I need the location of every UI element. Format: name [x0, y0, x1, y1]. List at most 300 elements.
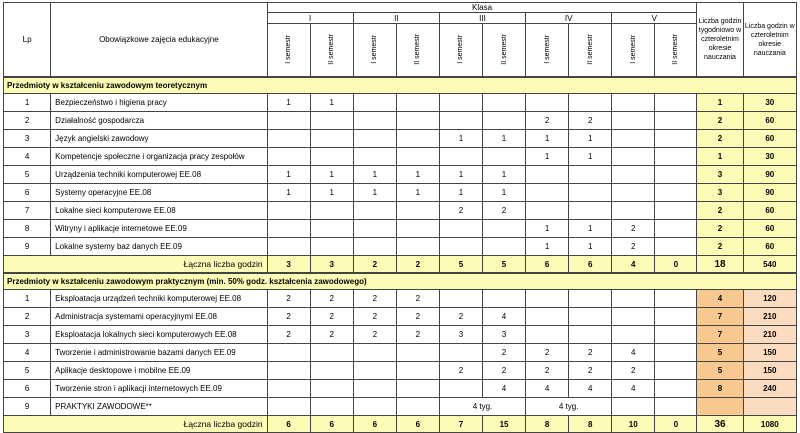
weekly-hours: 2 — [697, 112, 743, 130]
semester-hours: 2 — [396, 326, 439, 344]
weekly-hours: 8 — [697, 380, 743, 398]
semester-hours: 4 — [569, 380, 612, 398]
semester-total: 10 — [612, 416, 655, 433]
semester-header — [569, 24, 612, 78]
weekly-hours — [697, 398, 743, 416]
semester-header — [526, 24, 569, 78]
semester-hours — [655, 308, 697, 326]
semester-hours — [655, 344, 697, 362]
semester-hours: 2 — [439, 362, 482, 380]
semester-hours — [310, 202, 353, 220]
semester-hours: 1 — [267, 166, 310, 184]
table-row — [4, 326, 797, 344]
semester-hours — [267, 344, 310, 362]
semester-hours — [526, 202, 569, 220]
semester-hours: 2 — [267, 326, 310, 344]
semester-hours — [396, 238, 439, 256]
semester-hours: 2 — [310, 290, 353, 308]
semester-hours — [439, 220, 482, 238]
semester-hours — [655, 290, 697, 308]
table-row — [4, 202, 797, 220]
semester-header — [396, 24, 439, 78]
total-label: Łączna liczba godzin — [4, 256, 268, 274]
semester-total: 8 — [569, 416, 612, 433]
semester-hours — [655, 184, 697, 202]
weekly-hours: 4 — [697, 290, 743, 308]
semester-hours — [612, 326, 655, 344]
semester-hours — [267, 130, 310, 148]
subject-name: Bezpieczeństwo i higiena pracy — [51, 94, 267, 112]
semester-hours — [655, 238, 697, 256]
total-hours — [743, 398, 796, 416]
semester-hours: 2 — [569, 362, 612, 380]
section-header-row — [4, 77, 797, 94]
semester-hours — [353, 362, 396, 380]
class-header: II — [353, 13, 439, 24]
semester-hours — [396, 202, 439, 220]
semester-hours: 2 — [482, 344, 525, 362]
semester-hours: 2 — [439, 202, 482, 220]
weekly-hours: 2 — [697, 220, 743, 238]
semester-hours — [396, 362, 439, 380]
total-hours: 150 — [743, 344, 796, 362]
semester-hours — [482, 112, 525, 130]
semester-hours — [396, 130, 439, 148]
subject-name: Systemy operacyjne EE.08 — [51, 184, 267, 202]
semester-hours: 2 — [267, 290, 310, 308]
semester-hours: 1 — [310, 184, 353, 202]
semester-total: 0 — [655, 256, 697, 274]
semester-hours — [482, 94, 525, 112]
semester-hours — [612, 398, 655, 416]
semester-hours — [655, 130, 697, 148]
total-hours: 60 — [743, 202, 796, 220]
class-header: III — [439, 13, 525, 24]
semester-hours — [569, 202, 612, 220]
semester-label: II semestr — [672, 33, 680, 65]
total-hours: 240 — [743, 380, 796, 398]
semester-label: II semestr — [586, 33, 594, 65]
semester-hours: 1 — [267, 94, 310, 112]
semester-total: 5 — [482, 256, 525, 274]
semester-hours — [655, 94, 697, 112]
semester-label: I semestr — [371, 34, 379, 64]
semester-total: 6 — [267, 416, 310, 433]
table-row — [4, 220, 797, 238]
row-number: 1 — [4, 290, 51, 308]
semester-hours — [526, 326, 569, 344]
semester-hours: 1 — [526, 220, 569, 238]
semester-hours — [612, 94, 655, 112]
semester-hours — [439, 344, 482, 362]
semester-hours — [353, 380, 396, 398]
semester-hours — [526, 184, 569, 202]
semester-hours — [310, 130, 353, 148]
semester-hours — [612, 166, 655, 184]
subject-name: Język angielski zawodowy — [51, 130, 267, 148]
semester-hours — [482, 220, 525, 238]
semester-hours: 2 — [569, 344, 612, 362]
semester-hours — [267, 380, 310, 398]
semester-hours: 2 — [353, 326, 396, 344]
semester-hours — [396, 220, 439, 238]
semester-header — [482, 24, 525, 78]
subject-name: Kompetencje społeczne i organizacja pracy zespołów — [51, 148, 267, 166]
total-hours: 150 — [743, 362, 796, 380]
semester-hours — [439, 238, 482, 256]
semester-hours — [353, 112, 396, 130]
semester-hours — [612, 112, 655, 130]
semester-header — [655, 24, 697, 78]
semester-hours: 2 — [612, 238, 655, 256]
row-number: 3 — [4, 326, 51, 344]
semester-hours: 1 — [353, 166, 396, 184]
semester-hours: 1 — [439, 166, 482, 184]
semester-hours — [353, 148, 396, 166]
total-hours: 120 — [743, 290, 796, 308]
grand-total: 1080 — [743, 416, 796, 433]
semester-hours: 4 — [612, 380, 655, 398]
class-header: IV — [526, 13, 612, 24]
semester-hours — [655, 398, 697, 416]
semester-hours — [526, 94, 569, 112]
semester-hours: 2 — [396, 290, 439, 308]
semester-total: 15 — [482, 416, 525, 433]
semester-hours — [655, 148, 697, 166]
table-row — [4, 130, 797, 148]
semester-hours — [310, 220, 353, 238]
semester-hours — [353, 94, 396, 112]
subject-name: Eksploatacja lokalnych sieci komputerowych EE.08 — [51, 326, 267, 344]
total-hours: 210 — [743, 308, 796, 326]
semester-hours — [612, 308, 655, 326]
semester-hours: 1 — [569, 130, 612, 148]
semester-hours — [655, 112, 697, 130]
section-title: Przedmioty w kształceniu zawodowym teoretycznym — [4, 77, 797, 94]
row-number: 2 — [4, 112, 51, 130]
total-hours: 60 — [743, 220, 796, 238]
semester-hours — [655, 202, 697, 220]
total-hours: 60 — [743, 130, 796, 148]
weekly-hours-header: Liczba godzin tygodniowo w czteroletnim okresie nauczania — [697, 3, 743, 78]
total-hours: 30 — [743, 148, 796, 166]
row-number: 3 — [4, 130, 51, 148]
semester-label: II semestr — [414, 33, 422, 65]
semester-hours — [267, 362, 310, 380]
semester-hours — [612, 130, 655, 148]
semester-hours: 2 — [439, 308, 482, 326]
semester-total: 3 — [267, 256, 310, 274]
total-hours: 90 — [743, 166, 796, 184]
class-header: I — [267, 13, 353, 24]
subject-name: Tworzenie stron i aplikacji internetowych EE.09 — [51, 380, 267, 398]
semester-hours — [310, 238, 353, 256]
semester-hours: 1 — [396, 184, 439, 202]
semester-hours: 2 — [396, 308, 439, 326]
subject-name: Lokalne sieci komputerowe EE.08 — [51, 202, 267, 220]
semester-hours — [655, 166, 697, 184]
semester-hours: 2 — [353, 308, 396, 326]
semester-hours — [353, 130, 396, 148]
semester-hours — [612, 184, 655, 202]
semester-hours — [267, 398, 310, 416]
semester-hours — [396, 398, 439, 416]
semester-hours: 1 — [482, 184, 525, 202]
semester-hours: 2 — [310, 326, 353, 344]
lp-header: Lp — [4, 3, 51, 78]
semester-total: 6 — [526, 256, 569, 274]
semester-hours: 1 — [482, 130, 525, 148]
semester-hours — [655, 380, 697, 398]
semester-hours — [267, 238, 310, 256]
semester-hours — [612, 148, 655, 166]
semester-hours — [655, 362, 697, 380]
weekly-total: 36 — [697, 416, 743, 433]
semester-label: II semestr — [328, 33, 336, 65]
semester-header — [267, 24, 310, 78]
table-row — [4, 94, 797, 112]
semester-hours: 2 — [569, 112, 612, 130]
semester-hours — [612, 290, 655, 308]
table-row — [4, 290, 797, 308]
subject-name: Witryny i aplikacje internetowe EE.09 — [51, 220, 267, 238]
klasa-header: Klasa — [267, 3, 697, 13]
row-number: 4 — [4, 344, 51, 362]
total-hours: 60 — [743, 112, 796, 130]
row-number: 5 — [4, 362, 51, 380]
semester-hours — [310, 398, 353, 416]
weekly-hours: 7 — [697, 308, 743, 326]
curriculum-table — [3, 2, 797, 433]
subject-name: Tworzenie i administrowanie bazami danych EE.09 — [51, 344, 267, 362]
total-hours: 90 — [743, 184, 796, 202]
semester-hours: 1 — [526, 238, 569, 256]
row-number: 8 — [4, 220, 51, 238]
semester-hours: 2 — [526, 112, 569, 130]
semester-hours — [353, 202, 396, 220]
semester-hours: 1 — [482, 166, 525, 184]
row-number: 9 — [4, 398, 51, 416]
row-number: 2 — [4, 308, 51, 326]
semester-hours: 4 — [526, 380, 569, 398]
semester-hours — [396, 148, 439, 166]
semester-total: 8 — [526, 416, 569, 433]
class-header: V — [612, 13, 697, 24]
weekly-hours: 5 — [697, 362, 743, 380]
semester-total: 2 — [396, 256, 439, 274]
semester-hours: 3 — [439, 326, 482, 344]
semester-hours — [569, 166, 612, 184]
semester-total: 2 — [353, 256, 396, 274]
section-header-row — [4, 273, 797, 290]
weekly-hours: 3 — [697, 184, 743, 202]
semester-hours: 1 — [310, 166, 353, 184]
semester-hours: 4 — [482, 308, 525, 326]
semester-hours: 2 — [526, 344, 569, 362]
semester-label: II semestr — [500, 33, 508, 65]
semester-hours: 4 — [612, 344, 655, 362]
table-row — [4, 362, 797, 380]
semester-hours — [569, 308, 612, 326]
total-label: Łączna liczba godzin — [4, 416, 268, 433]
semester-hours — [482, 148, 525, 166]
subject-name: Działalność gospodarcza — [51, 112, 267, 130]
semester-hours — [310, 380, 353, 398]
semester-hours — [569, 326, 612, 344]
weekly-hours: 5 — [697, 344, 743, 362]
semester-hours — [310, 362, 353, 380]
semester-hours: 2 — [482, 362, 525, 380]
semester-hours: 1 — [396, 166, 439, 184]
table-row — [4, 308, 797, 326]
semester-hours — [482, 290, 525, 308]
row-number: 1 — [4, 94, 51, 112]
semester-total: 6 — [569, 256, 612, 274]
semester-label: I semestr — [285, 34, 293, 64]
semester-hours — [439, 94, 482, 112]
semester-hours — [612, 202, 655, 220]
semester-total: 5 — [439, 256, 482, 274]
table-row — [4, 148, 797, 166]
total-hours-header: Liczba godzin w czteroletnim okresie nauczania — [743, 3, 796, 78]
semester-hours — [482, 238, 525, 256]
semester-hours: 2 — [526, 362, 569, 380]
table-row — [4, 344, 797, 362]
total-hours: 30 — [743, 94, 796, 112]
semester-hours: 1 — [310, 94, 353, 112]
semester-label: I semestr — [457, 34, 465, 64]
practice-weeks: 4 tyg. — [526, 398, 612, 416]
semester-hours — [353, 344, 396, 362]
weekly-hours: 7 — [697, 326, 743, 344]
table-row — [4, 112, 797, 130]
total-hours: 60 — [743, 238, 796, 256]
grand-total: 540 — [743, 256, 796, 274]
table-row — [4, 238, 797, 256]
semester-hours: 2 — [612, 362, 655, 380]
row-number: 9 — [4, 238, 51, 256]
semester-hours — [267, 112, 310, 130]
semester-hours — [526, 166, 569, 184]
semester-hours — [569, 184, 612, 202]
semester-hours — [439, 112, 482, 130]
semester-hours — [396, 380, 439, 398]
semester-hours — [526, 308, 569, 326]
subject-name: Aplikacje desktopowe i mobilne EE.09 — [51, 362, 267, 380]
weekly-hours: 1 — [697, 148, 743, 166]
semester-hours — [569, 94, 612, 112]
semester-hours — [655, 326, 697, 344]
semester-total: 3 — [310, 256, 353, 274]
semester-total: 6 — [310, 416, 353, 433]
semester-hours — [267, 220, 310, 238]
semester-header — [439, 24, 482, 78]
semester-hours — [310, 148, 353, 166]
semester-label: I semestr — [543, 34, 551, 64]
semester-hours — [655, 220, 697, 238]
practice-weeks: 4 tyg. — [439, 398, 525, 416]
semester-total: 4 — [612, 256, 655, 274]
subject-name: Administracja systemami operacyjnymi EE.08 — [51, 308, 267, 326]
semester-hours — [439, 148, 482, 166]
semester-label: I semestr — [629, 34, 637, 64]
semester-hours: 2 — [612, 220, 655, 238]
semester-hours — [439, 290, 482, 308]
semester-hours — [396, 344, 439, 362]
semester-hours: 1 — [526, 130, 569, 148]
subject-name: PRAKTYKI ZAWODOWE** — [51, 398, 267, 416]
semester-hours — [569, 290, 612, 308]
semester-hours — [353, 238, 396, 256]
semester-header — [353, 24, 396, 78]
semester-hours — [526, 290, 569, 308]
row-number: 5 — [4, 166, 51, 184]
row-number: 4 — [4, 148, 51, 166]
semester-hours: 1 — [353, 184, 396, 202]
semester-hours: 2 — [482, 202, 525, 220]
practice-row — [4, 398, 797, 416]
semester-hours: 1 — [569, 238, 612, 256]
semester-hours — [267, 202, 310, 220]
semester-hours: 1 — [439, 130, 482, 148]
semester-hours — [310, 344, 353, 362]
semester-hours — [267, 148, 310, 166]
weekly-hours: 1 — [697, 94, 743, 112]
weekly-hours: 2 — [697, 130, 743, 148]
semester-hours — [396, 112, 439, 130]
subject-header: Obowiązkowe zajęcia edukacyjne — [51, 3, 267, 78]
semester-total: 0 — [655, 416, 697, 433]
row-number: 7 — [4, 202, 51, 220]
semester-hours: 1 — [267, 184, 310, 202]
table-row — [4, 380, 797, 398]
semester-hours: 2 — [267, 308, 310, 326]
subject-name: Eksploatacja urządzeń techniki komputerowej EE.08 — [51, 290, 267, 308]
semester-hours: 3 — [482, 326, 525, 344]
weekly-hours: 3 — [697, 166, 743, 184]
semester-hours: 1 — [569, 220, 612, 238]
semester-total: 7 — [439, 416, 482, 433]
weekly-hours: 2 — [697, 238, 743, 256]
weekly-total: 18 — [697, 256, 743, 274]
total-hours: 210 — [743, 326, 796, 344]
semester-hours — [310, 112, 353, 130]
total-row — [4, 256, 797, 274]
semester-total: 6 — [396, 416, 439, 433]
semester-hours: 2 — [353, 290, 396, 308]
subject-name: Urządzenia techniki komputerowej EE.08 — [51, 166, 267, 184]
semester-hours: 1 — [526, 148, 569, 166]
semester-hours: 4 — [482, 380, 525, 398]
semester-total: 6 — [353, 416, 396, 433]
semester-hours — [439, 380, 482, 398]
row-number: 6 — [4, 380, 51, 398]
semester-hours — [353, 220, 396, 238]
semester-hours — [396, 94, 439, 112]
total-row — [4, 416, 797, 433]
row-number: 6 — [4, 184, 51, 202]
table-row — [4, 166, 797, 184]
semester-hours: 1 — [569, 148, 612, 166]
subject-name: Lokalne systemy baz danych EE.09 — [51, 238, 267, 256]
semester-hours: 1 — [439, 184, 482, 202]
semester-header — [612, 24, 655, 78]
semester-header — [310, 24, 353, 78]
semester-hours: 2 — [310, 308, 353, 326]
weekly-hours: 2 — [697, 202, 743, 220]
semester-hours — [353, 398, 396, 416]
table-row — [4, 184, 797, 202]
